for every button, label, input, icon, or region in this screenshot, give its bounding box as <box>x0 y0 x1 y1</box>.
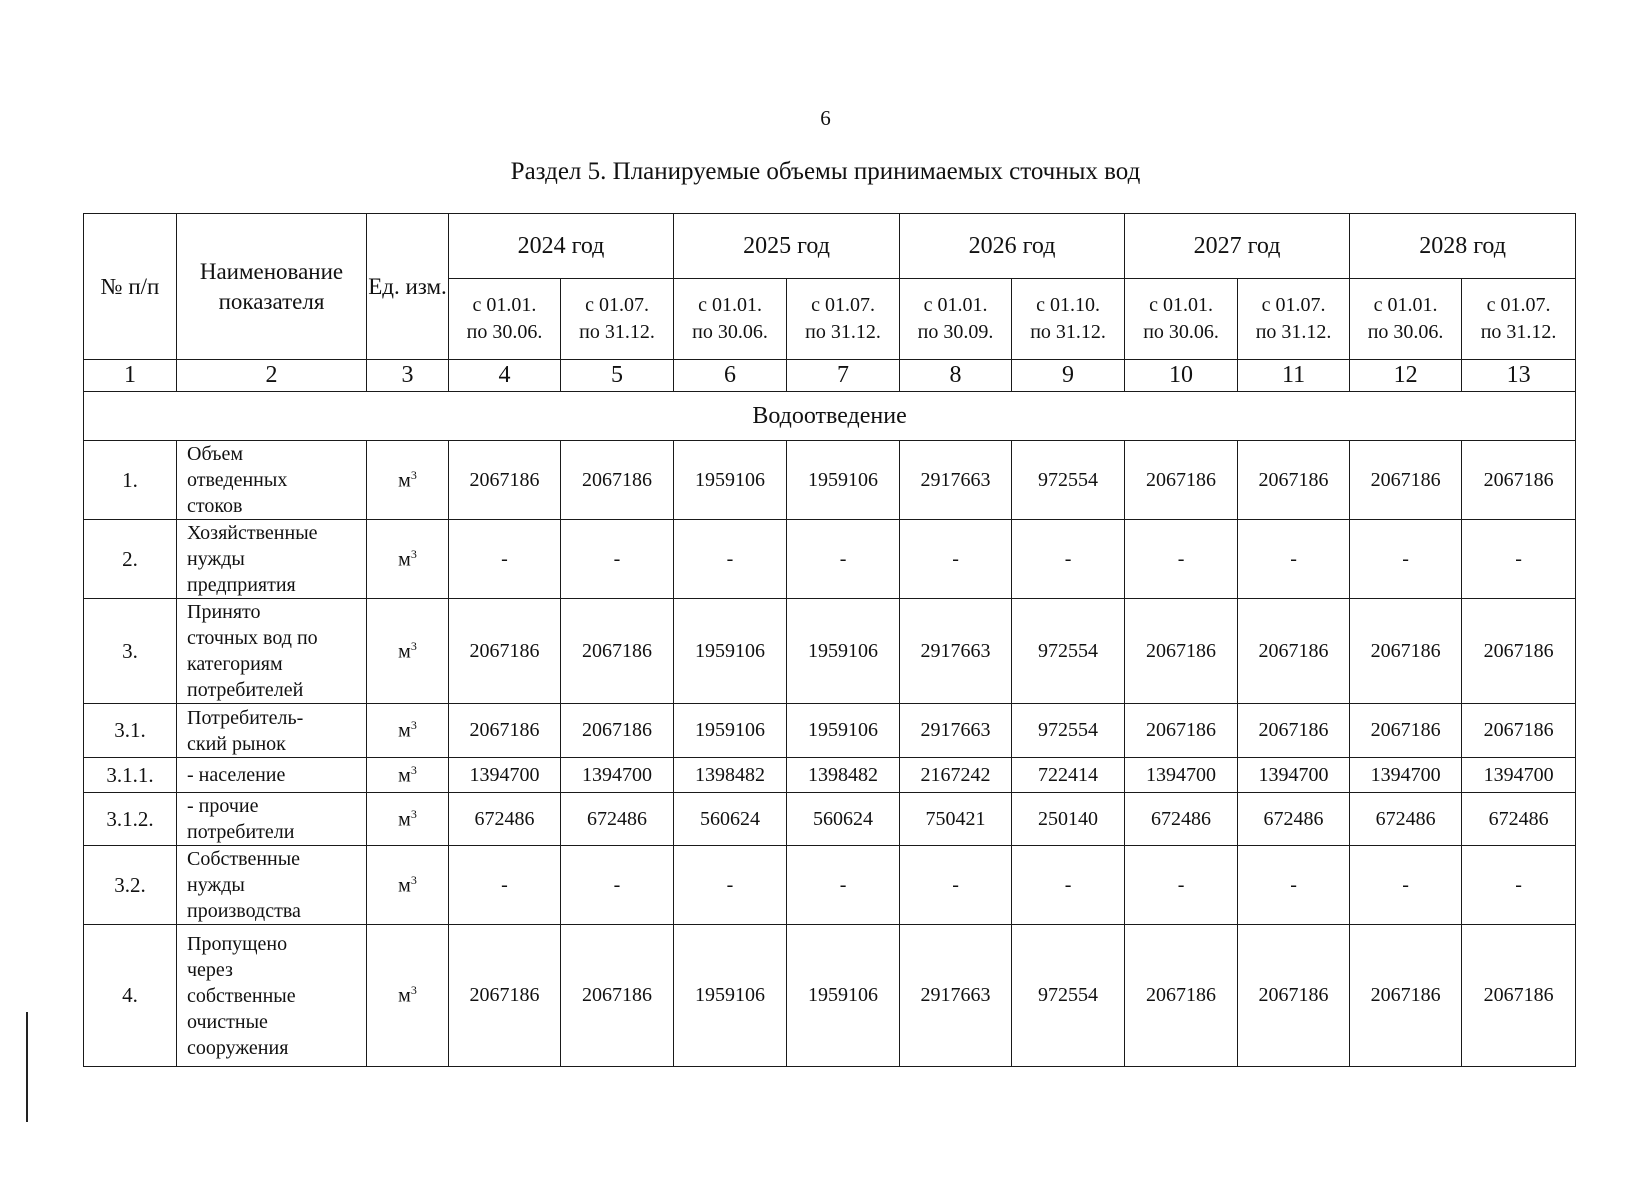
row-name-line: Хозяйственные <box>187 522 318 544</box>
row-name-line: нужды <box>187 548 245 570</box>
row-value: - <box>561 520 674 599</box>
row-value: 2167242 <box>900 758 1012 793</box>
row-name-line: потребители <box>187 821 295 843</box>
row-name <box>177 793 367 846</box>
row-name-line: - прочие <box>187 795 259 817</box>
row-name-line: Пропущено <box>187 932 288 955</box>
row-value: 1959106 <box>674 441 787 520</box>
row-value: 1959106 <box>674 599 787 704</box>
period-header <box>1462 279 1576 360</box>
row-name <box>177 704 367 758</box>
table-row <box>84 793 1576 846</box>
row-unit <box>367 599 449 704</box>
period-line: по 30.06. <box>1367 321 1444 343</box>
period-line: с 01.01. <box>698 294 762 316</box>
table-header <box>84 214 1576 392</box>
row-name-line: очистные <box>187 1010 268 1033</box>
unit-base: м <box>398 984 411 1007</box>
row-value: - <box>787 520 900 599</box>
table-row <box>84 758 1576 793</box>
row-unit <box>367 793 449 846</box>
row-value: 2067186 <box>1462 704 1576 758</box>
row-name-line: нужды <box>187 874 245 896</box>
row-value: 2067186 <box>1125 599 1238 704</box>
row-value: 1394700 <box>1238 758 1350 793</box>
row-value: 1394700 <box>561 758 674 793</box>
period-header <box>1238 279 1350 360</box>
period-header <box>1125 279 1238 360</box>
unit-exponent: 3 <box>410 762 417 777</box>
row-name <box>177 758 367 793</box>
row-value: 1398482 <box>674 758 787 793</box>
row-name-line: - население <box>187 764 286 786</box>
period-header <box>900 279 1012 360</box>
column-number-row <box>84 360 1576 392</box>
row-value: 1959106 <box>787 704 900 758</box>
row-number: 3.2. <box>84 846 177 925</box>
period-line: по 30.06. <box>466 321 543 343</box>
row-name-line: Собственные <box>187 848 301 870</box>
row-name <box>177 846 367 925</box>
column-number: 12 <box>1350 360 1462 392</box>
row-name <box>177 441 367 520</box>
row-value: 2067186 <box>449 925 561 1067</box>
header-year-2025: 2025 год <box>674 214 900 279</box>
row-value: 2067186 <box>1238 599 1350 704</box>
row-number: 3. <box>84 599 177 704</box>
row-value: - <box>1350 846 1462 925</box>
row-value: 1959106 <box>674 704 787 758</box>
row-value: 2917663 <box>900 599 1012 704</box>
column-number: 13 <box>1462 360 1576 392</box>
header-year-2028: 2028 год <box>1350 214 1576 279</box>
column-number: 3 <box>367 360 449 392</box>
period-header <box>1012 279 1125 360</box>
unit-base: м <box>398 874 411 897</box>
period-line: по 30.06. <box>692 321 768 343</box>
row-number: 1. <box>84 441 177 520</box>
row-value: 1959106 <box>787 599 900 704</box>
column-number: 5 <box>561 360 674 392</box>
row-value: 750421 <box>900 793 1012 846</box>
unit-base: м <box>398 719 411 742</box>
row-value: 1394700 <box>1462 758 1576 793</box>
header-name: Наименование показателя <box>177 214 367 360</box>
header-num: № п/п <box>84 214 177 360</box>
row-value: 2067186 <box>1238 704 1350 758</box>
row-value: 2067186 <box>1125 441 1238 520</box>
row-value: - <box>1125 846 1238 925</box>
row-value: 1959106 <box>787 441 900 520</box>
row-value: 2067186 <box>1350 441 1462 520</box>
row-number: 3.1.2. <box>84 793 177 846</box>
row-value: 2067186 <box>1238 441 1350 520</box>
unit-base: м <box>398 640 411 663</box>
row-name-line: Принято <box>187 601 261 623</box>
row-value: 672486 <box>561 793 674 846</box>
row-value: 2067186 <box>1350 925 1462 1067</box>
row-value: 722414 <box>1012 758 1125 793</box>
column-number: 4 <box>449 360 561 392</box>
row-value: 2917663 <box>900 441 1012 520</box>
table-row <box>84 925 1576 1067</box>
header-year-2024: 2024 год <box>449 214 674 279</box>
row-value: 250140 <box>1012 793 1125 846</box>
row-value: - <box>1238 846 1350 925</box>
period-line: с 01.01. <box>1149 294 1213 316</box>
unit-base: м <box>398 808 411 831</box>
row-value: 972554 <box>1012 599 1125 704</box>
row-number: 3.1. <box>84 704 177 758</box>
period-header <box>674 279 787 360</box>
row-value: 2067186 <box>449 599 561 704</box>
row-value: - <box>1462 846 1576 925</box>
row-unit <box>367 441 449 520</box>
row-number: 4. <box>84 925 177 1067</box>
row-unit <box>367 520 449 599</box>
period-line: по 31.12. <box>1255 321 1332 343</box>
period-header <box>787 279 900 360</box>
row-value: 672486 <box>1462 793 1576 846</box>
row-unit <box>367 758 449 793</box>
row-value: - <box>674 846 787 925</box>
period-line: с 01.01. <box>923 294 988 316</box>
row-value: 972554 <box>1012 441 1125 520</box>
row-unit <box>367 846 449 925</box>
row-value: 2067186 <box>1462 925 1576 1067</box>
unit-exponent: 3 <box>410 806 417 821</box>
row-value: 1959106 <box>674 925 787 1067</box>
row-value: 2067186 <box>561 925 674 1067</box>
row-value: 672486 <box>1125 793 1238 846</box>
period-line: с 01.01. <box>472 294 537 316</box>
row-value: - <box>449 846 561 925</box>
row-name <box>177 925 367 1067</box>
row-name-line: через <box>187 958 233 981</box>
row-number: 2. <box>84 520 177 599</box>
row-name-line: отведенных <box>187 469 288 491</box>
period-line: по 30.09. <box>917 321 994 343</box>
column-number: 1 <box>84 360 177 392</box>
row-name-line: сточных вод по <box>187 627 318 649</box>
row-value: - <box>1350 520 1462 599</box>
row-name-line: производства <box>187 900 301 922</box>
row-number: 3.1.1. <box>84 758 177 793</box>
row-name-line: Объем <box>187 443 243 465</box>
period-header <box>561 279 674 360</box>
row-value: 560624 <box>787 793 900 846</box>
row-name-line: стоков <box>187 495 243 517</box>
row-value: - <box>1012 846 1125 925</box>
period-line: с 01.07. <box>811 294 875 316</box>
row-value: 2067186 <box>1462 441 1576 520</box>
table-row <box>84 520 1576 599</box>
period-line: по 30.06. <box>1143 321 1219 343</box>
row-value: 560624 <box>674 793 787 846</box>
unit-exponent: 3 <box>410 983 417 998</box>
row-value: 972554 <box>1012 925 1125 1067</box>
row-unit <box>367 925 449 1067</box>
header-unit: Ед. изм. <box>367 214 449 360</box>
row-value: 1394700 <box>1350 758 1462 793</box>
row-name-line: предприятия <box>187 574 296 596</box>
period-line: с 01.10. <box>1036 294 1100 316</box>
column-number: 7 <box>787 360 900 392</box>
row-value: - <box>1238 520 1350 599</box>
row-value: - <box>449 520 561 599</box>
column-number: 11 <box>1238 360 1350 392</box>
period-line: с 01.07. <box>1486 294 1551 316</box>
row-value: - <box>1125 520 1238 599</box>
section-row <box>84 392 1576 441</box>
row-name-line: Потребитель- <box>187 706 304 729</box>
table-row <box>84 441 1576 520</box>
row-value: 2917663 <box>900 704 1012 758</box>
section-label: Водоотведение <box>84 392 1576 441</box>
row-name-line: сооружения <box>187 1036 289 1059</box>
column-number: 2 <box>177 360 367 392</box>
row-value: - <box>1462 520 1576 599</box>
unit-base: м <box>398 548 411 571</box>
row-value: - <box>674 520 787 599</box>
page-number: 6 <box>820 106 831 130</box>
row-value: 2067186 <box>561 704 674 758</box>
row-value: 1394700 <box>449 758 561 793</box>
unit-exponent: 3 <box>410 546 417 561</box>
period-line: по 31.12. <box>1030 321 1106 343</box>
row-name <box>177 599 367 704</box>
margin-line <box>26 1012 28 1122</box>
unit-base: м <box>398 469 411 492</box>
row-value: 672486 <box>1350 793 1462 846</box>
row-name-line: ский рынок <box>187 732 286 755</box>
period-header <box>1350 279 1462 360</box>
header-year-2026: 2026 год <box>900 214 1125 279</box>
row-value: 972554 <box>1012 704 1125 758</box>
row-value: 1394700 <box>1125 758 1238 793</box>
row-value: 2067186 <box>1350 704 1462 758</box>
row-value: 672486 <box>1238 793 1350 846</box>
row-value: 1959106 <box>787 925 900 1067</box>
volumes-table <box>83 213 1576 1067</box>
table-row <box>84 599 1576 704</box>
row-value: - <box>561 846 674 925</box>
period-line: с 01.07. <box>585 294 649 316</box>
period-line: с 01.07. <box>1261 294 1326 316</box>
column-number: 9 <box>1012 360 1125 392</box>
row-value: 2067186 <box>561 441 674 520</box>
section-title: Раздел 5. Планируемые объемы принимаемых сточных вод <box>510 158 1141 185</box>
period-header <box>449 279 561 360</box>
row-value: - <box>900 520 1012 599</box>
period-line: по 31.12. <box>579 321 655 343</box>
row-value: 2067186 <box>1350 599 1462 704</box>
table-row <box>84 846 1576 925</box>
row-value: 2067186 <box>1462 599 1576 704</box>
row-value: 2067186 <box>561 599 674 704</box>
row-unit <box>367 704 449 758</box>
row-name-line: категориям <box>187 653 283 675</box>
row-value: 2067186 <box>1125 925 1238 1067</box>
row-value: 2067186 <box>1125 704 1238 758</box>
period-line: по 31.12. <box>1480 321 1557 343</box>
column-number: 10 <box>1125 360 1238 392</box>
row-value: - <box>900 846 1012 925</box>
table-row <box>84 704 1576 758</box>
row-value: - <box>787 846 900 925</box>
unit-exponent: 3 <box>410 718 417 733</box>
column-number: 8 <box>900 360 1012 392</box>
period-line: по 31.12. <box>805 321 881 343</box>
unit-exponent: 3 <box>410 872 417 887</box>
period-line: с 01.01. <box>1373 294 1438 316</box>
row-name <box>177 520 367 599</box>
unit-base: м <box>398 764 411 787</box>
row-value: 1398482 <box>787 758 900 793</box>
row-value: 672486 <box>449 793 561 846</box>
row-value: 2067186 <box>449 441 561 520</box>
row-value: 2067186 <box>449 704 561 758</box>
column-number: 6 <box>674 360 787 392</box>
unit-exponent: 3 <box>410 638 417 653</box>
row-name-line: потребителей <box>187 679 304 701</box>
row-value: 2917663 <box>900 925 1012 1067</box>
row-name-line: собственные <box>187 984 296 1007</box>
unit-exponent: 3 <box>410 467 417 482</box>
table-body <box>84 392 1576 1067</box>
row-value: - <box>1012 520 1125 599</box>
header-year-2027: 2027 год <box>1125 214 1350 279</box>
row-value: 2067186 <box>1238 925 1350 1067</box>
